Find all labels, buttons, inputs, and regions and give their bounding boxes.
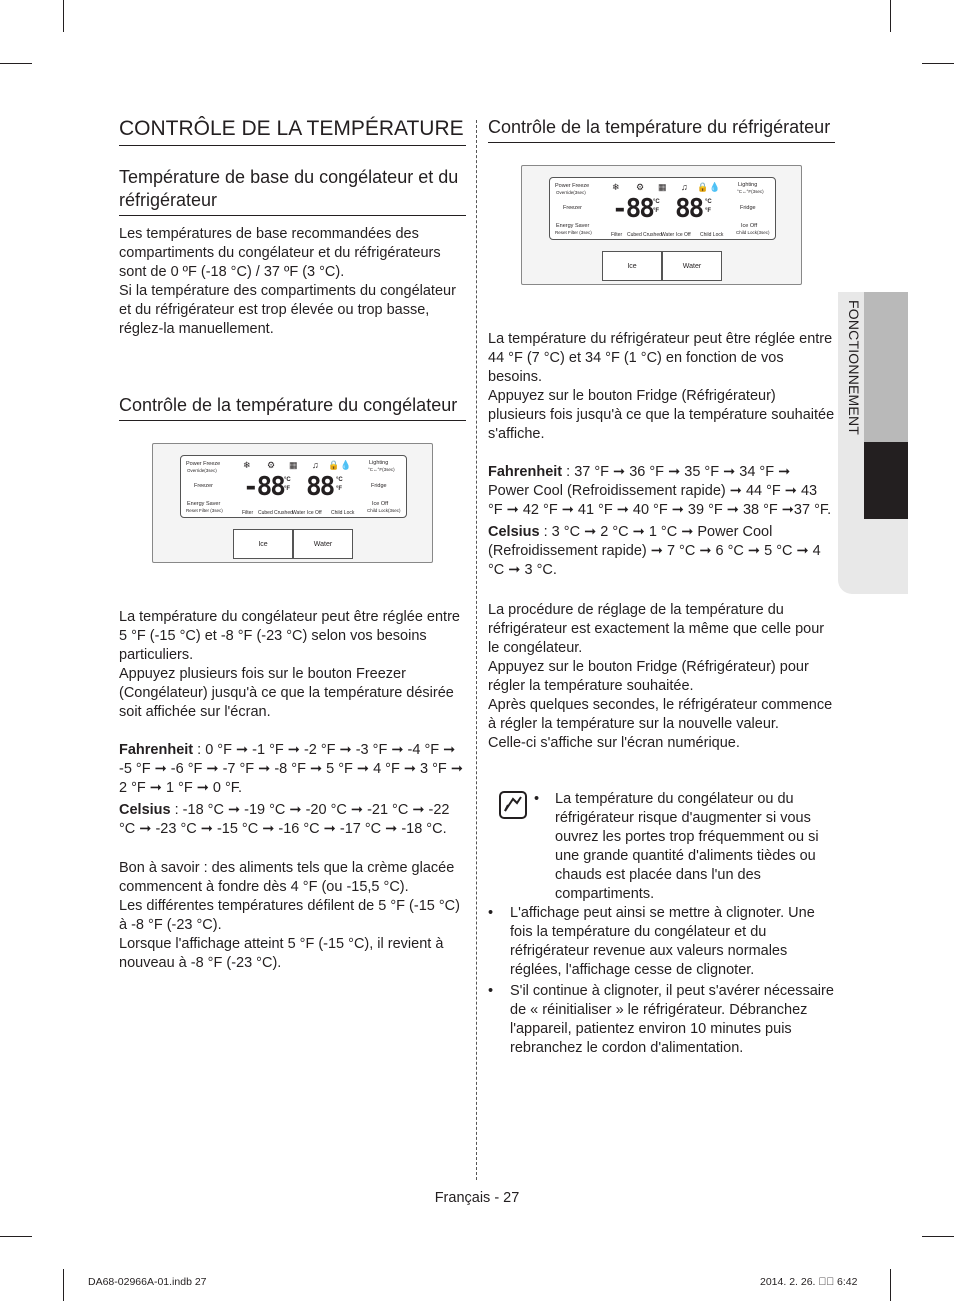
display-screen	[180, 455, 407, 518]
base-temp-text: Les températures de base recommandées des compartiments du congélateur et du réfrigérateurs sont de 0 ºF (-18 °C) / 37 ºF (3 °C).	[119, 226, 441, 280]
tip-text-3: Lorsque l'affichage atteint 5 °F (-15 °C), il revient à nouveau à -8 °F (-23 °C).	[119, 936, 444, 971]
crop-mark	[922, 1236, 954, 1237]
status-child-lock: Child Lock	[331, 510, 355, 516]
status-cubed: Cubed	[627, 232, 642, 238]
child-lock-label: Child Lock(3sec)	[736, 230, 770, 235]
tip-text-2: Les différentes températures défilent de 5 °F (-15 °C) à -8 °F (-23 °C).	[119, 898, 460, 933]
power-freeze-label: Power Freeze	[186, 461, 221, 467]
reset-filter-label: Reset Filter (3sec)	[186, 508, 223, 513]
page-number: Français - 27	[434, 1190, 520, 1206]
override-label: Override(3sec)	[556, 190, 586, 195]
freezer-label: Freezer	[194, 483, 213, 489]
override-label: Override(3sec)	[187, 468, 217, 473]
tip-text: Bon à savoir : des aliments tels que la crème glacée commencent à fondre dès 4 °F (ou -15,5 °C).	[119, 860, 455, 895]
control-panel-freezer	[152, 443, 433, 563]
lighting-label: Lighting	[738, 182, 758, 188]
unit-c: °C	[336, 477, 343, 483]
ice-button[interactable]: Ice	[233, 529, 293, 559]
crop-mark	[63, 0, 64, 32]
energy-saver-label: Energy Saver	[556, 223, 590, 229]
lighting-sub-label: °C↔°F(3sec)	[737, 189, 764, 194]
unit-f: °F	[284, 486, 291, 492]
unit-c: °C	[284, 477, 291, 483]
file-slug: DA68-02966A-01.indb 27	[88, 1276, 207, 1288]
status-cubed: Cubed	[258, 510, 273, 516]
power-freeze-icon: ❄	[612, 182, 620, 192]
water-button[interactable]: Water	[293, 529, 353, 559]
note-item: • La température du congélateur ou du réfrigérateur risque d'augmenter si vous ouvrez les portes trop fréquemment ou si une grande quantité d'aliments tièdes ou chauds est placée dans l'un des compartiments.	[534, 791, 819, 902]
energy-saver-label: Energy Saver	[187, 501, 221, 507]
fridge-label: Fridge	[740, 205, 756, 211]
fahrenheit-values: : 0 °F ➞ -1 °F ➞ -2 °F ➞ -3 °F ➞ -4 °F ➞ -5 °F ➞ -6 °F ➞ -7 °F ➞ -8 °F ➞ 5 °F ➞ 4 °F ➞ 3 °F ➞ 2 °F ➞ 1 °F ➞ 0 °F.	[119, 742, 463, 796]
lock-icon: 🔒	[697, 182, 709, 192]
procedure-text-3: Après quelques secondes, le réfrigérateur commence à régler la température sur la nouvelle valeur.	[488, 697, 833, 732]
section-tab-label: FONCTIONNEMENT	[846, 300, 862, 436]
left-column	[119, 116, 466, 973]
notes-list	[488, 790, 835, 1058]
unit-f: °F	[653, 208, 660, 214]
drop-icon: 💧	[709, 182, 721, 192]
status-ice-off: Ice Off	[307, 510, 322, 516]
crop-mark	[890, 1269, 891, 1301]
status-child-lock: Child Lock	[700, 232, 724, 238]
status-ice-off: Ice Off	[676, 232, 691, 238]
fridge-temp-display: 88	[675, 194, 703, 224]
crop-mark	[0, 1236, 32, 1237]
celsius-label: Celsius	[119, 802, 171, 818]
note-text: La température du congélateur ou du réfrigérateur risque d'augmenter si vous ouvrez les portes trop fréquemment ou si une grande quantité d'aliments tièdes ou chauds est placée dans l'un des compartiments.	[555, 791, 819, 902]
note-item: • L'affichage peut ainsi se mettre à clignoter. Une fois la température du congélateur et du réfrigérateur revenue aux valeurs normales réglées, l'affichage cesse de clignoter.	[488, 905, 815, 978]
status-filter: Filter	[242, 510, 254, 516]
power-freeze-label: Power Freeze	[555, 183, 590, 189]
child-lock-label: Child Lock(3sec)	[367, 508, 401, 513]
procedure-text-2: Appuyez sur le bouton Fridge (Réfrigérateur) pour régler la température souhaitée.	[488, 659, 809, 694]
note-item: • S'il continue à clignoter, il peut s'avérer nécessaire de « réinitialiser » le réfrigérateur. Débranchez l'appareil, patientez environ 10 minutes puis rebranchez le cordon d'alimentation.	[488, 983, 834, 1056]
freezer-temp-display: -88	[243, 472, 284, 502]
unit-f: °F	[336, 486, 343, 492]
unit-c: °C	[653, 199, 660, 205]
unit-f: °F	[705, 208, 712, 214]
procedure-text-4: Celle-ci s'affiche sur l'écran numérique.	[488, 735, 740, 751]
fahrenheit-sequence	[119, 741, 466, 798]
section-tab-band	[864, 292, 908, 442]
note-text: L'affichage peut ainsi se mettre à clignoter. Une fois la température du congélateur et du réfrigérateur revenue aux valeurs normales réglées, l'affichage cesse de clignoter.	[510, 905, 815, 978]
energy-icon: ⚙	[636, 182, 645, 192]
freezer-range-text: La température du congélateur peut être réglée entre 5 °F (-15 °C) et -8 °F (-23 °C) selon vos besoins particuliers.	[119, 609, 460, 663]
right-column	[488, 116, 835, 1058]
control-panel-fridge	[521, 165, 802, 285]
note-block	[488, 790, 835, 1058]
fridge-range-text: La température du réfrigérateur peut être réglée entre 44 °F (7 °C) et 34 °F (1 °C) en fonction de vos besoins.	[488, 331, 833, 385]
status-water: Water	[292, 510, 306, 516]
display-screen	[549, 177, 776, 240]
fahrenheit-label: Fahrenheit	[488, 464, 563, 480]
freezer-instructions: Appuyez plusieurs fois sur le bouton Freezer (Congélateur) jusqu'à ce que la température désirée soit affichée sur l'écran.	[119, 666, 454, 720]
unit-c: °C	[705, 199, 712, 205]
celsius-sequence	[119, 801, 466, 839]
freezer-heading: Contrôle de la température du congélateur	[119, 394, 466, 421]
ice-button[interactable]: Ice	[602, 251, 662, 281]
fridge-heading: Contrôle de la température du réfrigérateur	[488, 116, 835, 143]
filter-icon: ▦	[289, 460, 298, 470]
celsius-sequence	[488, 523, 835, 580]
section-tab-marker	[864, 442, 908, 519]
lock-icon: 🔒	[328, 460, 340, 470]
fahrenheit-values: : 37 °F ➞ 36 °F ➞ 35 °F ➞ 34 °F ➞ Power Cool (Refroidissement rapide) ➞ 44 °F ➞ 43 °F ➞ 42 °F ➞ 41 °F ➞ 40 °F ➞ 39 °F ➞ 38 °F ➞37 °F.	[488, 464, 832, 518]
page-title: CONTRÔLE DE LA TEMPÉRATURE	[119, 116, 466, 146]
procedure-text: La procédure de réglage de la température du réfrigérateur est exactement la même que celle pour le congélateur.	[488, 602, 825, 656]
freezer-label: Freezer	[563, 205, 582, 211]
fahrenheit-label: Fahrenheit	[119, 742, 194, 758]
crop-mark	[890, 0, 891, 32]
drop-icon: 💧	[340, 460, 352, 470]
fridge-temp-display: 88	[306, 472, 334, 502]
ice-off-label: Ice Off	[372, 501, 389, 507]
print-date: 2014. 2. 26. ￿￿ 6:42	[760, 1276, 858, 1288]
status-water: Water	[661, 232, 675, 238]
celsius-values: : 3 °C ➞ 2 °C ➞ 1 °C ➞ Power Cool (Refroidissement rapide) ➞ 7 °C ➞ 6 °C ➞ 5 °C ➞ 4 °C ➞ 3 °C.	[488, 524, 821, 578]
power-freeze-icon: ❄	[243, 460, 251, 470]
freezer-temp-display: -88	[612, 194, 653, 224]
lighting-label: Lighting	[369, 460, 389, 466]
column-divider	[476, 120, 477, 1180]
bell-icon: ♫	[312, 460, 319, 470]
lighting-sub-label: °C↔°F(3sec)	[368, 467, 395, 472]
celsius-values: : -18 °C ➞ -19 °C ➞ -20 °C ➞ -21 °C ➞ -22 °C ➞ -23 °C ➞ -15 °C ➞ -16 °C ➞ -17 °C ➞ -18 °C.	[119, 802, 450, 837]
fridge-instructions: Appuyez sur le bouton Fridge (Réfrigérateur) plusieurs fois jusqu'à ce que la température souhaitée s'affiche.	[488, 388, 835, 442]
status-filter: Filter	[611, 232, 623, 238]
fahrenheit-sequence	[488, 463, 835, 520]
crop-mark	[0, 63, 32, 64]
note-text: S'il continue à clignoter, il peut s'avérer nécessaire de « réinitialiser » le réfrigérateur. Débranchez l'appareil, patientez environ 10 minutes puis rebranchez le cordon d'alimentation.	[510, 983, 834, 1056]
celsius-label: Celsius	[488, 524, 540, 540]
reset-filter-label: Reset Filter (3sec)	[555, 230, 592, 235]
water-button[interactable]: Water	[662, 251, 722, 281]
filter-icon: ▦	[658, 182, 667, 192]
status-crushed: Crushed	[274, 510, 293, 516]
base-temp-heading: Température de base du congélateur et du réfrigérateur	[119, 166, 466, 216]
status-crushed: Crushed	[643, 232, 662, 238]
energy-icon: ⚙	[267, 460, 276, 470]
base-temp-text-2: Si la température des compartiments du congélateur et du réfrigérateur est trop élevée ou trop basse, réglez-la manuellement.	[119, 283, 456, 337]
fridge-label: Fridge	[371, 483, 387, 489]
crop-mark	[63, 1269, 64, 1301]
ice-off-label: Ice Off	[741, 223, 758, 229]
crop-mark	[922, 63, 954, 64]
bell-icon: ♫	[681, 182, 688, 192]
